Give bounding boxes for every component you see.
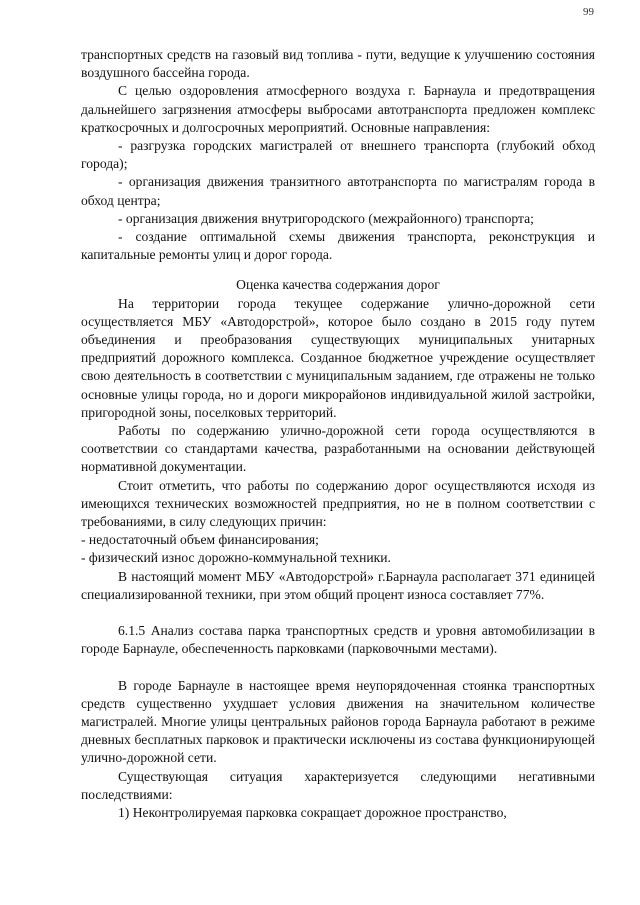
paragraph: На территории города текущее содержание улично-дорожной сети осуществляется МБУ «Автодорстрой», которое было создано в 2015 году путем объединения и преобразования существующих муниципальных унитарных предприятий дорожного комплекса. Созданное бюджетное учреждение осуществляет свою деятельность в соответствии с муниципальным заданием, где отражены не только основные улицы города, но и дороги микрорайонов индивидуальной жилой застройки, пригородной зоны, поселковых территорий. [81, 295, 595, 420]
paragraph: Работы по содержанию улично-дорожной сети города осуществляются в соответствии со стандартами качества, разработанными на основании действующей нормативной документации. [81, 423, 595, 475]
paragraph: В настоящий момент МБУ «Автодорстрой» г.Барнаула располагает 371 единицей специализированной техники, при этом общий процент износа составляет 77%. [81, 568, 595, 602]
list-item: - физический износ дорожно-коммунальной техники. [81, 550, 391, 566]
paragraph: транспортных средств на газовый вид топлива - пути, ведущие к улучшению состояния воздушного бассейна города. [81, 47, 595, 81]
subsection-heading: 6.1.5 Анализ состава парка транспортных средств и уровня автомобилизации в городе Барнауле, обеспеченность парковками (парковочными местами). [81, 623, 595, 657]
spacer [81, 659, 595, 677]
page-number: 99 [583, 6, 594, 18]
paragraph: Стоит отметить, что работы по содержанию дорог осуществляются исходя из имеющихся технических возможностей предприятия, но не в полном соответствии с требованиями, в силу следующих причин: [81, 477, 595, 530]
paragraph: С целью оздоровления атмосферного воздуха г. Барнаула и предотвращения дальнейшего загрязнения атмосферы выбросами автотранспорта предложен комплекс краткосрочных и долгосрочных мероприятий. Основные направления: [81, 83, 595, 135]
spacer [81, 604, 595, 622]
list-item: 1) Неконтролируемая парковка сокращает дорожное пространство, [118, 804, 507, 820]
page-content [81, 46, 595, 822]
list-item: - разгрузка городских магистралей от внешнего транспорта (глубокий обход города); [81, 138, 595, 172]
section-heading: Оценка качества содержания дорог [236, 277, 440, 293]
list-item: - создание оптимальной схемы движения транспорта, реконструкция и капитальные ремонты улиц и дорог города. [81, 229, 595, 263]
list-item: - организация движения внутригородского (межрайонного) транспорта; [118, 210, 534, 226]
paragraph: Существующая ситуация характеризуется следующими негативными последствиями: [81, 768, 595, 802]
list-item: - организация движения транзитного автотранспорта по магистралям города в обход центра; [81, 174, 595, 208]
list-item: - недостаточный объем финансирования; [81, 532, 319, 548]
paragraph: В городе Барнауле в настоящее время неупорядоченная стоянка транспортных средств существенно ухудшает условия движения на значительном количестве магистралей. Многие улицы центральных районов города Барнаула работают в режиме дневных бесплатных парковок и практически исключены из состава функционирующей улично-дорожной сети. [81, 677, 595, 766]
